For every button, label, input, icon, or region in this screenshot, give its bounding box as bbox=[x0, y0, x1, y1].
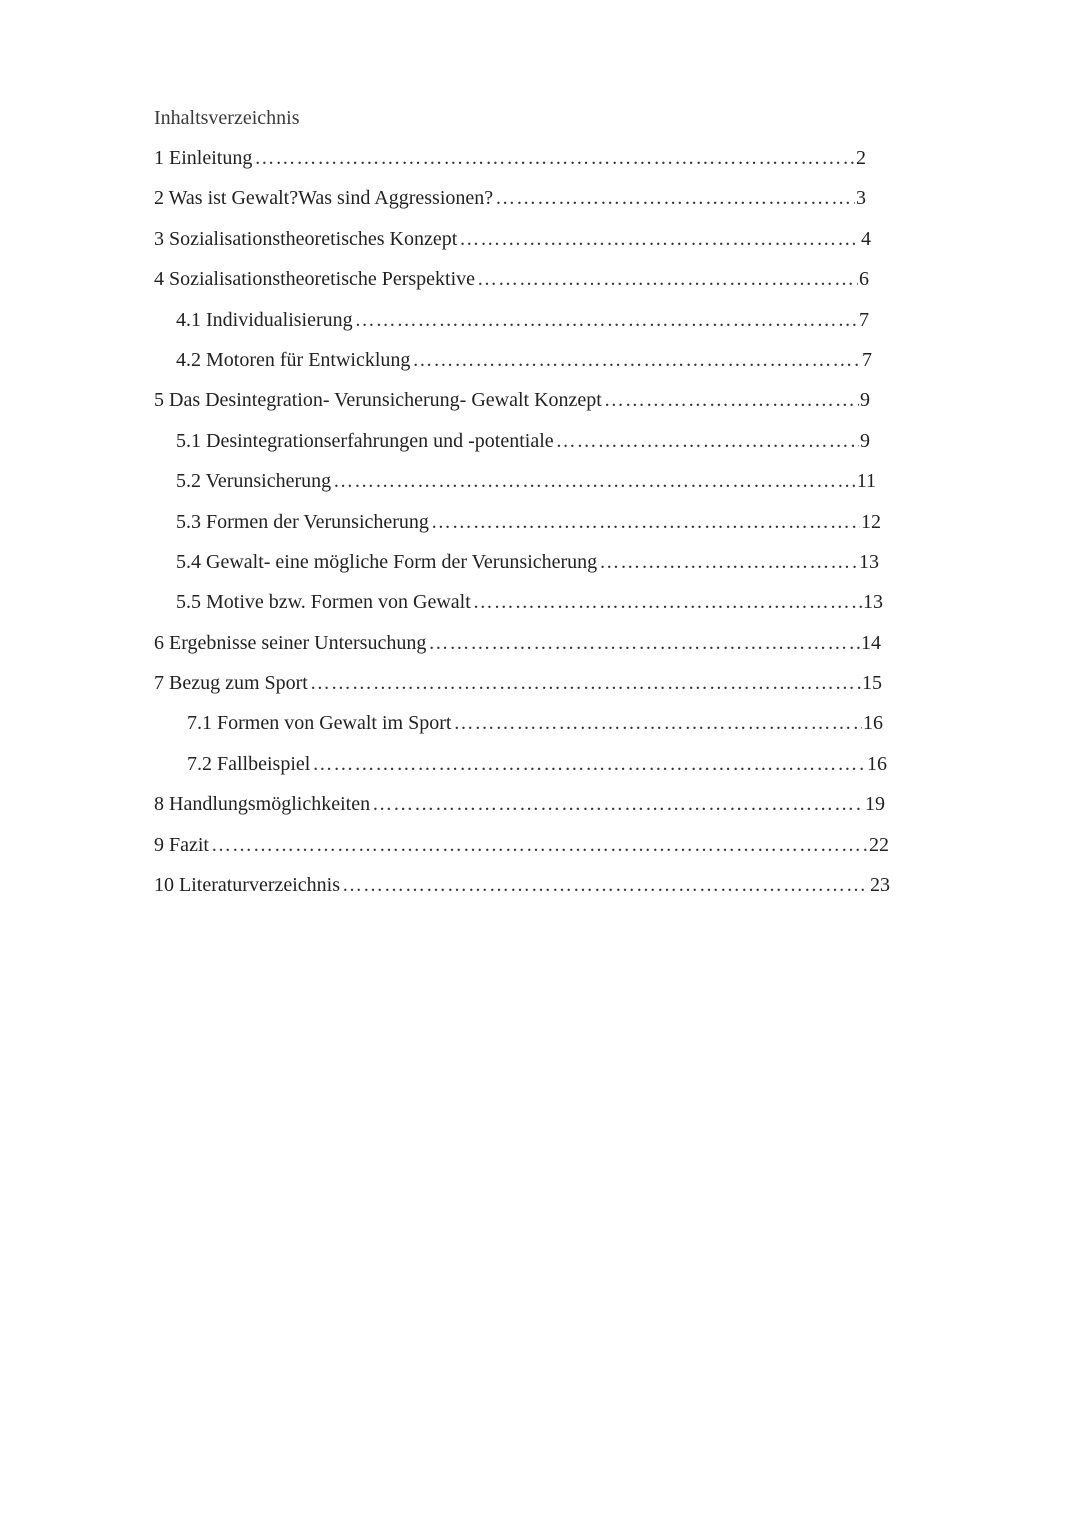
toc-entry[interactable] bbox=[0, 509, 1080, 549]
toc-entry-page: 12 bbox=[861, 510, 881, 533]
dot-leader bbox=[604, 387, 859, 413]
toc-entry-label: 5.3 Formen der Verunsicherung bbox=[176, 510, 429, 533]
dot-leader bbox=[342, 872, 869, 898]
toc-entry[interactable] bbox=[0, 307, 1080, 347]
toc-entry-label: 5.5 Motive bzw. Formen von Gewalt bbox=[176, 591, 471, 614]
toc-entry[interactable] bbox=[0, 468, 1080, 508]
toc-entry-page: 22 bbox=[869, 833, 889, 856]
toc-entry-page: 14 bbox=[861, 631, 881, 654]
toc-entry[interactable] bbox=[0, 347, 1080, 387]
dot-leader bbox=[495, 185, 855, 211]
dot-leader bbox=[556, 428, 859, 454]
toc-entry-label: 5.2 Verunsicherung bbox=[176, 470, 332, 493]
toc-entry[interactable] bbox=[0, 185, 1080, 225]
toc-entry-page: 7 bbox=[859, 308, 869, 331]
toc-entry-page: 23 bbox=[870, 874, 890, 897]
toc-entry-page: 15 bbox=[862, 672, 882, 695]
dot-leader bbox=[428, 630, 860, 656]
toc-entry-page: 13 bbox=[863, 591, 883, 614]
toc-entry[interactable] bbox=[0, 387, 1080, 427]
toc-entry[interactable] bbox=[0, 670, 1080, 710]
toc-entry-label: 9 Fazit bbox=[154, 833, 209, 856]
toc-entry-label: 10 Literaturverzeichnis bbox=[154, 874, 341, 897]
toc-entry-page: 16 bbox=[863, 712, 883, 735]
toc-entry-label: 1 Einleitung bbox=[154, 147, 253, 169]
toc-entry-page: 3 bbox=[856, 187, 866, 210]
dot-leader bbox=[477, 266, 858, 292]
dot-leader bbox=[310, 670, 861, 696]
dot-leader bbox=[254, 145, 855, 171]
toc-entry-page: 2 bbox=[856, 147, 866, 169]
dot-leader bbox=[459, 226, 860, 252]
toc-entry-label: 4 Sozialisationstheoretische Perspektive bbox=[154, 268, 476, 291]
toc-entry-page: 11 bbox=[856, 470, 876, 493]
toc-entry[interactable] bbox=[0, 630, 1080, 670]
toc-entry-label: 7 Bezug zum Sport bbox=[154, 672, 308, 695]
toc-entry-label: 7.1 Formen von Gewalt im Sport bbox=[187, 712, 452, 735]
dot-leader bbox=[453, 710, 862, 736]
toc-entry-label: 3 Sozialisationstheoretisches Konzept bbox=[154, 227, 458, 250]
dot-leader bbox=[312, 751, 866, 777]
toc-entry-label: 4.2 Motoren für Entwicklung bbox=[176, 348, 411, 371]
dot-leader bbox=[473, 589, 862, 615]
toc-entry[interactable] bbox=[0, 589, 1080, 629]
dot-leader bbox=[431, 509, 860, 535]
toc-list bbox=[0, 145, 1080, 912]
toc-entry[interactable] bbox=[0, 266, 1080, 306]
dot-leader bbox=[599, 549, 858, 575]
toc-entry-page: 4 bbox=[861, 227, 871, 250]
toc-entry[interactable] bbox=[0, 872, 1080, 912]
toc-entry-page: 16 bbox=[867, 752, 887, 775]
toc-entry[interactable] bbox=[0, 226, 1080, 266]
dot-leader bbox=[333, 468, 856, 494]
toc-title: Inhaltsverzeichnis bbox=[154, 107, 300, 129]
toc-entry-label: 5 Das Desintegration- Verunsicherung- Gewalt Konzept bbox=[154, 389, 602, 412]
toc-entry[interactable] bbox=[0, 710, 1080, 750]
toc-entry-label: 6 Ergebnisse seiner Untersuchung bbox=[154, 631, 427, 654]
toc-entry-page: 9 bbox=[860, 429, 870, 452]
toc-entry-page: 9 bbox=[860, 389, 870, 412]
dot-leader bbox=[372, 791, 864, 817]
dot-leader bbox=[355, 307, 858, 333]
toc-entry-label: 4.1 Individualisierung bbox=[176, 308, 353, 331]
toc-entry-label: 7.2 Fallbeispiel bbox=[187, 752, 311, 775]
toc-entry-page: 19 bbox=[865, 793, 885, 816]
toc-entry[interactable] bbox=[0, 791, 1080, 831]
toc-entry-page: 7 bbox=[862, 348, 872, 371]
toc-entry-page: 13 bbox=[859, 550, 879, 573]
toc-entry-label: 5.1 Desintegrationserfahrungen und -potentiale bbox=[176, 429, 554, 452]
dot-leader bbox=[211, 832, 868, 858]
toc-entry[interactable] bbox=[0, 428, 1080, 468]
toc-entry-page: 6 bbox=[859, 268, 869, 291]
toc-entry-label: 5.4 Gewalt- eine mögliche Form der Verunsicherung bbox=[176, 550, 598, 573]
toc-entry[interactable] bbox=[0, 832, 1080, 872]
toc-entry-label: 8 Handlungsmöglichkeiten bbox=[154, 793, 371, 816]
toc-entry[interactable] bbox=[0, 549, 1080, 589]
dot-leader bbox=[412, 347, 861, 373]
toc-entry[interactable] bbox=[0, 751, 1080, 791]
toc-entry[interactable] bbox=[0, 145, 1080, 185]
toc-entry-label: 2 Was ist Gewalt?Was sind Aggressionen? bbox=[154, 187, 494, 210]
